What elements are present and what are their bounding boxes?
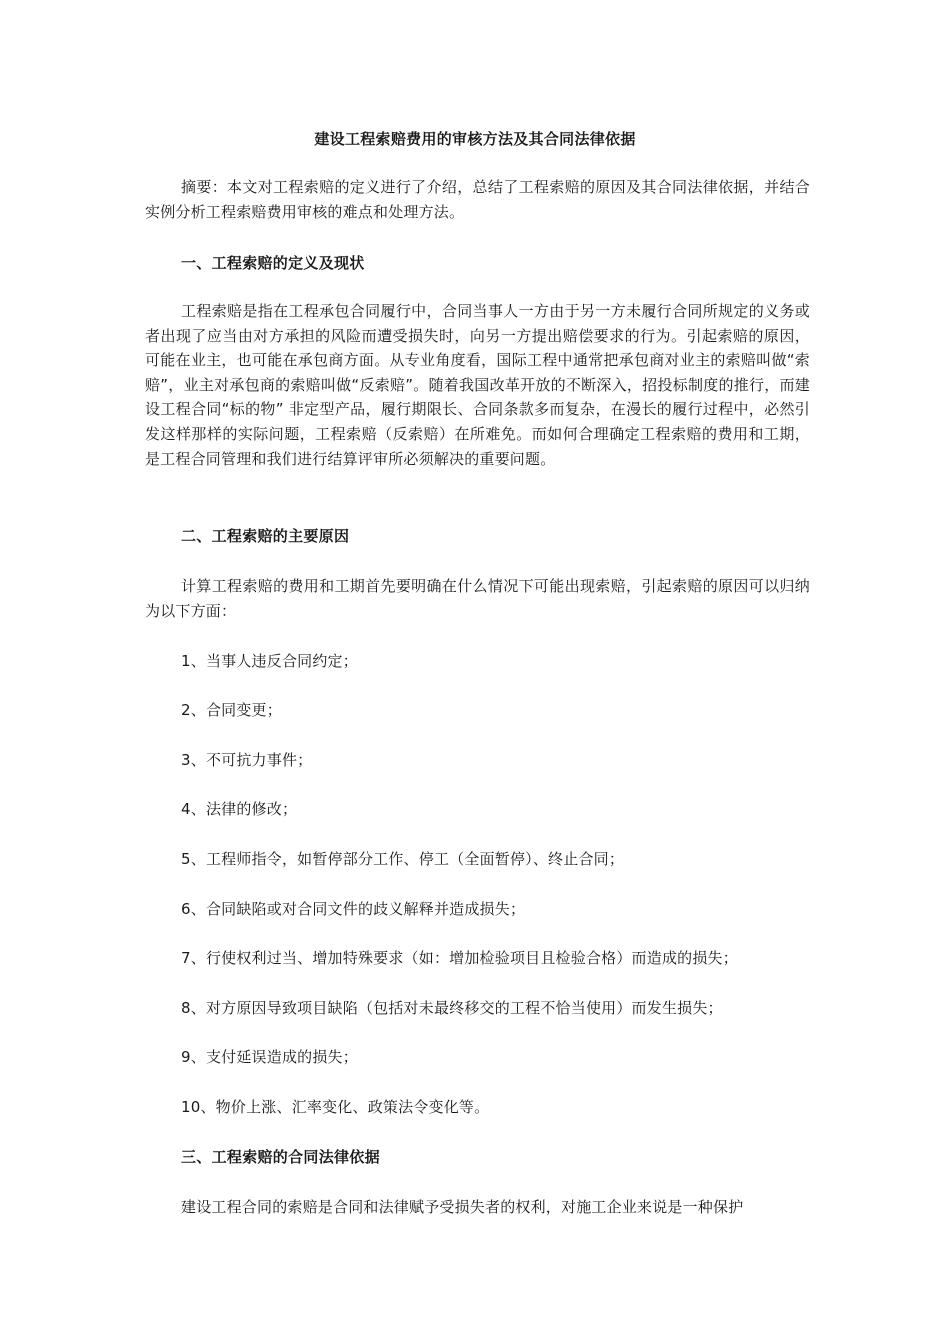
list-item: 6、合同缺陷或对合同文件的歧义解释并造成损失； [181, 900, 526, 918]
list-item: 1、当事人违反合同约定； [181, 652, 358, 670]
section-1-body: 工程索赔是指在工程承包合同履行中，合同当事人一方由于另一方未履行合同所规定的义务或者出现了应当由对方承担的风险而遭受损失时，向另一方提出赔偿要求的行为。引起索赔的原因，可能在业主，也可能在承包商方面。从专业角度看，国际工程中通常把承包商对业主的索赔叫做“索赔”，业主对承包商的索赔叫做“反索赔”。随着我国改革开放的不断深入，招投标制度的推行，而建设工程合同“标的物” 非定型产品，履行期限长、合同条款多而复杂，在漫长的履行过程中，必然引发这样那样的实际问题，工程索赔（反索赔）在所难免。而如何合理确定工程索赔的费用和工期，是工程合同管理和我们进行结算评审所必须解决的重要问题。 [145, 302, 810, 468]
list-item: 4、法律的修改； [181, 800, 298, 818]
list-item: 7、行使权利过当、增加特殊要求（如：增加检验项目且检验合格）而造成的损失； [181, 949, 738, 967]
section-2-intro: 计算工程索赔的费用和工期首先要明确在什么情况下可能出现索赔，引起索赔的原因可以归纳为以下方面： [145, 577, 810, 620]
section-2-heading: 二、工程索赔的主要原因 [181, 527, 350, 545]
section-1-heading: 一、工程索赔的定义及现状 [181, 254, 365, 272]
abstract-paragraph: 摘要：本文对工程索赔的定义进行了介绍，总结了工程索赔的原因及其合同法律依据，并结合实例分析工程索赔费用审核的难点和处理方法。 [145, 178, 810, 221]
section-3-heading: 三、工程索赔的合同法律依据 [181, 1148, 380, 1166]
list-item: 3、不可抗力事件； [181, 751, 313, 769]
section-3-body: 建设工程合同的索赔是合同和法律赋予受损失者的权利，对施工企业来说是一种保护 [181, 1198, 744, 1216]
list-item: 5、工程师指令，如暂停部分工作、停工（全面暂停）、终止合同； [181, 850, 625, 868]
list-item: 10、物价上涨、汇率变化、政策法令变化等。 [181, 1098, 490, 1116]
document-title: 建设工程索赔费用的审核方法及其合同法律依据 [314, 130, 636, 148]
list-item: 8、对方原因导致项目缺陷（包括对未最终移交的工程不恰当使用）而发生损失； [181, 999, 723, 1017]
list-item: 9、支付延误造成的损失； [181, 1048, 358, 1066]
list-item: 2、合同变更； [181, 701, 282, 719]
